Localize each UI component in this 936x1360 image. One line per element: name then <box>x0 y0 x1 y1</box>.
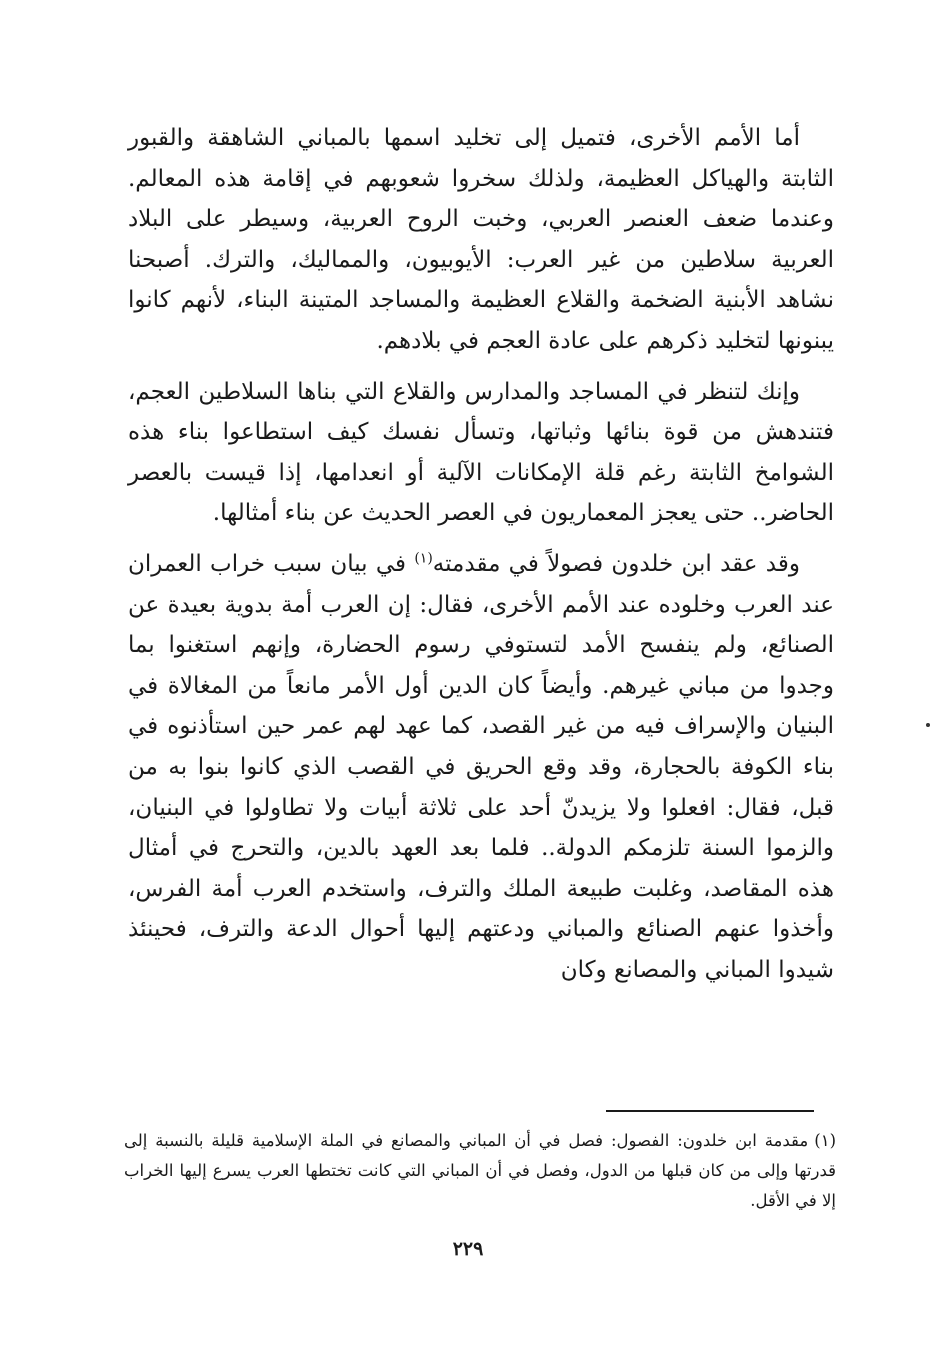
page-number: ٢٢٩ <box>452 1238 484 1260</box>
footnote-number: (١) <box>814 1131 836 1150</box>
footnote-separator <box>606 1110 814 1112</box>
paragraph-3-rest: في بيان سبب خراب العمران عند العرب وخلوده عند الأمم الأخرى، فقال: إن العرب أمة بدوية بعيدة عن الصنائع، ولم ينفسح الأمد لتستوفي رسوم الحضارة، وإنهم استغنوا بما وجدوا من مباني غيرهم. وأيضاً كان الدين أول الأمر مانعاً من المغالاة في البنيان والإسراف فيه من غير القصد، كما عهد لهم عمر حين استأذنوه في بناء الكوفة بالحجارة، وقد وقع الحريق في القصب الذي كانوا بنوا به من قبل، فقال: افعلوا ولا يزيدنّ أحد على ثلاثة أبيات ولا تطاولوا في البنيان، والزموا السنة تلزمكم الدولة.. فلما بعد العهد بالدين، والتحرج في أمثال هذه المقاصد، وغلبت طبيعة الملك والترف، واستخدم العرب أمة الفرس، وأخذوا عنهم الصنائع والمباني ودعتهم إليها أحوال الدعة والترف، فحينئذ شيدوا المباني والمصانع وكان <box>128 550 834 983</box>
paragraph-3 <box>128 544 834 991</box>
paragraph-1: أما الأمم الأخرى، فتميل إلى تخليد اسمها بالمباني الشاهقة والقبور الثابتة والهياكل العظيمة، ولذلك سخروا شعوبهم في إقامة هذه المعالم. وعندما ضعف العنصر العربي، وخبت الروح العربية، وسيطر على البلاد العربية سلاطين من غير العرب: الأيوبيون، والمماليك، والترك. أصبحنا نشاهد الأبنية الضخمة والقلاع العظيمة والمساجد المتينة البناء، لأنهم كانوا يبنونها لتخليد ذكرهم على عادة العجم في بلادهم. <box>128 125 834 354</box>
footnote-text: مقدمة ابن خلدون: الفصول: فصل في أن المباني والمصانع في الملة الإسلامية قليلة بالنسبة إلى قدرتها وإلى من كان قبلها من الدول، وفصل في أن المباني التي كانت تختطها العرب يسرع إليها الخراب إلا في الأقل. <box>124 1131 836 1210</box>
footnote-reference: (١) <box>414 550 433 567</box>
paragraph-3-start: وقد عقد ابن خلدون فصولاً في مقدمته <box>432 550 800 577</box>
margin-mark <box>926 723 930 727</box>
paragraph-2: وإنك لتنظر في المساجد والمدارس والقلاع التي بناها السلاطين العجم، فتندهش من قوة بنائها وثباتها، وتسأل نفسك كيف استطاعوا بناء هذه الشوامخ الثابتة رغم قلة الإمكانات الآلية أو انعدامها، إذا قيست بالعصر الحاضر.. حتى يعجز المعماريون في العصر الحديث عن بناء أمثالها. <box>128 378 834 527</box>
footnote <box>124 1126 836 1216</box>
main-text <box>128 118 834 990</box>
